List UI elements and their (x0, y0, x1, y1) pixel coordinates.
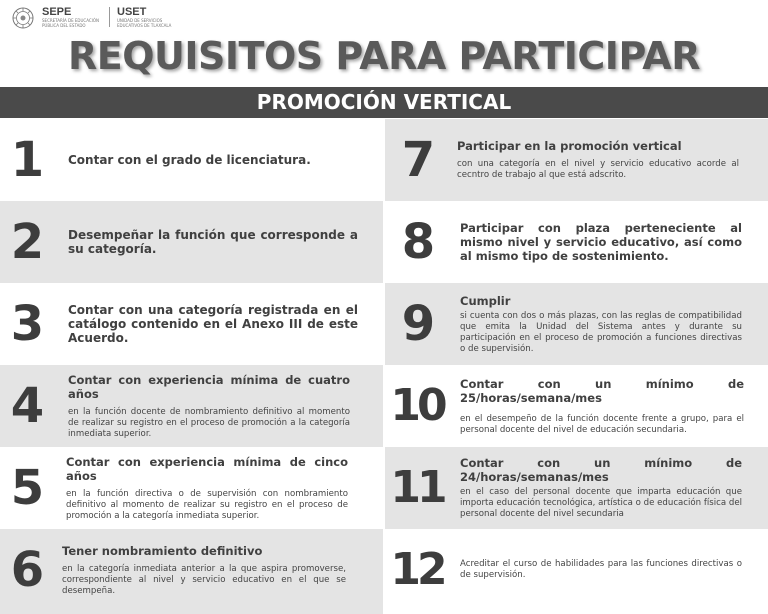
requirement-body (68, 365, 350, 447)
requirement-title: Tener nombramiento definitivo (62, 543, 263, 558)
requirement-title: Desempeñar la función que corresponde a su categoría. (68, 228, 358, 256)
requirement-10 (385, 365, 768, 447)
requirement-2 (0, 201, 383, 283)
requirement-description: si cuenta con dos o más plazas, con las reglas de compatibilidad que emita la Unidad del Sistema antes y durante su participación en el proceso de promoción a funciones directivas o de supervisión. (460, 310, 742, 354)
requirement-body (460, 447, 742, 529)
section-banner: PROMOCIÓN VERTICAL (0, 87, 768, 118)
page-title: REQUISITOS PARA PARTICIPAR (68, 34, 700, 78)
requirement-number: 11 (390, 462, 444, 513)
requirement-number: 7 (401, 132, 433, 188)
requirement-number: 1 (10, 132, 42, 188)
org-uset-abbr: USET (117, 6, 147, 18)
requirement-11 (385, 447, 768, 529)
requirement-number: 8 (401, 214, 433, 270)
org-sepe-abbr: SEPE (42, 6, 72, 18)
org-uset (117, 7, 179, 28)
requirement-title: Cumplir (460, 293, 511, 308)
requirement-number: 4 (10, 378, 42, 434)
org-sepe-full: SECRETARÍA DE EDUCACIÓN PÚBLICA DEL ESTADO (42, 18, 99, 28)
requirement-number: 5 (10, 460, 42, 516)
requirement-1 (0, 119, 383, 201)
requirement-title: Participar con plaza perteneciente al mismo nivel y servicio educativo, así como al mismo tipo de sostenimiento. (460, 221, 742, 263)
requirement-number: 3 (10, 296, 42, 352)
requirement-3 (0, 283, 383, 365)
state-seal-icon (12, 7, 34, 29)
requirement-number: 12 (390, 544, 444, 595)
requirement-number: 2 (10, 214, 42, 270)
requirement-body (457, 119, 739, 201)
requirement-number: 10 (390, 380, 444, 431)
requirement-body (68, 283, 358, 365)
requirement-number: 9 (401, 296, 433, 352)
header (0, 0, 768, 35)
requirement-body (460, 283, 742, 365)
header-divider (109, 7, 110, 27)
org-sepe (42, 7, 104, 28)
requirement-body (460, 529, 742, 611)
requirement-description: en la función directiva o de supervisión con nombramiento definitivo al momento de realizar su registro en el proceso de promoción a la categoría inmediata superior. (66, 488, 348, 521)
requirement-description: con una categoría en el nivel y servicio educativo acorde al cecntro de trabajo al que está adscrito. (457, 159, 739, 180)
requirement-body (460, 201, 742, 283)
requirement-description: en la categoría inmediata anterior a la que aspira promoverse, correspondiente al nivel y servicio educativo en el que se desempeña. (62, 563, 346, 596)
requirement-body (68, 201, 358, 283)
requirement-description: en el caso del personal docente que imparta educación que importa educación tecnológica, artística o de educación física del personal docente del nivel secundaria (460, 487, 742, 519)
requirement-title: Contar con un mínimo de 25/horas/semana/mes (460, 376, 744, 405)
requirement-title: Contar con una categoría registrada en el catálogo contenido en el Anexo III de este Acuerdo. (68, 303, 358, 345)
requirement-9 (385, 283, 768, 365)
requirement-body (66, 447, 348, 529)
requirement-number: 6 (10, 542, 42, 598)
requirement-description: Acreditar el curso de habilidades para las funciones directivas o de supervisión. (460, 559, 742, 580)
requirement-body (62, 529, 346, 611)
requirement-description: en la función docente de nombramiento definitivo al momento de realizar su registro en el proceso de promoción a la categoría inmediata superior. (68, 406, 350, 439)
requirement-6 (0, 529, 383, 614)
requirement-body (460, 365, 744, 447)
requirement-12 (385, 529, 768, 614)
requirement-title: Contar con un mínimo de 24/horas/semanas/mes (460, 456, 742, 484)
requirement-title: Contar con experiencia mínima de cuatro años (68, 372, 350, 401)
requirement-title: Participar en la promoción vertical (457, 139, 682, 153)
requirement-8 (385, 201, 768, 283)
org-uset-full: UNIDAD DE SERVICIOS EDUCATIVOS DE TLAXCALA (117, 18, 172, 28)
requirement-title: Contar con experiencia mínima de cinco años (66, 454, 348, 483)
requirements-grid (0, 119, 768, 614)
requirement-body (68, 119, 363, 201)
requirement-title: Contar con el grado de licenciatura. (68, 153, 311, 167)
requirement-7 (385, 119, 768, 201)
requirement-4 (0, 365, 383, 447)
requirement-description: en el desempeño de la función docente frente a grupo, para el personal docente del nivel de educación secundaria. (460, 413, 744, 435)
requirement-5 (0, 447, 383, 529)
